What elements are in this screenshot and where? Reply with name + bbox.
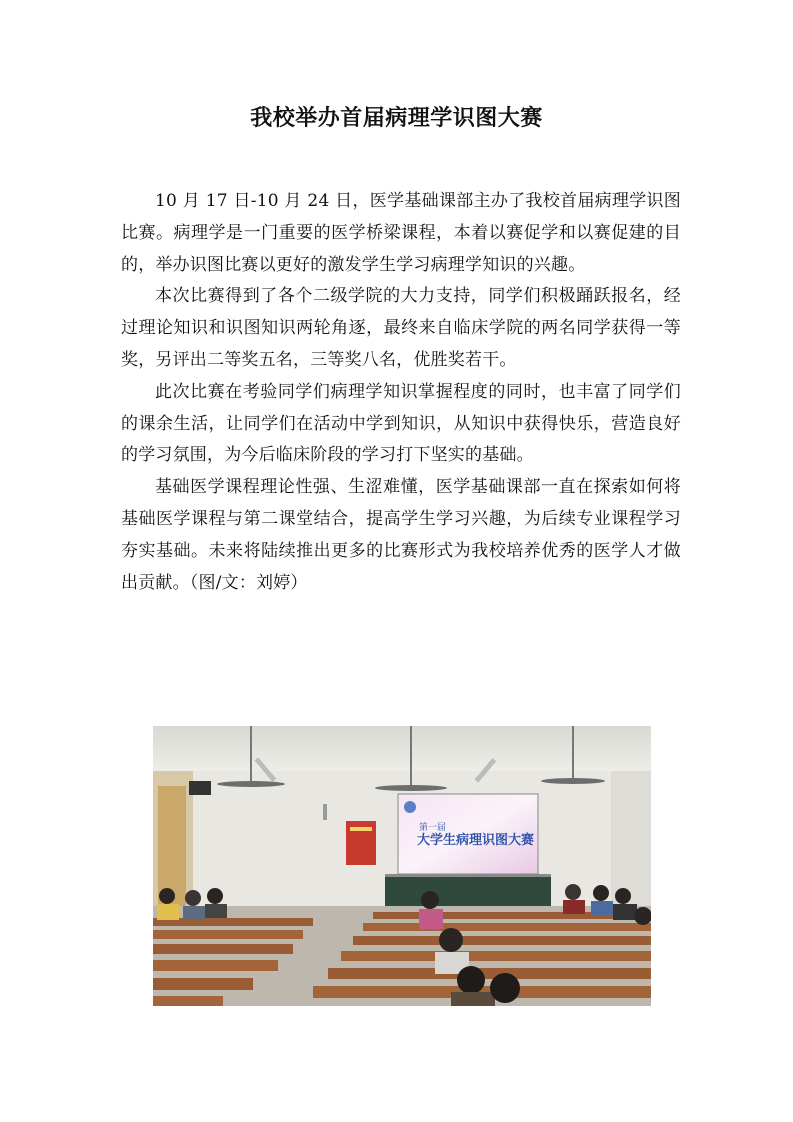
- article-body: [121, 186, 681, 599]
- paragraph-4: 基础医学课程理论性强、生涩难懂，医学基础课部一直在探索如何将基础医学课程与第二课堂结合，提高学生学习兴趣，为后续专业课程学习夯实基础。未来将陆续推出更多的比赛形式为我校培养优秀的医学人才做出贡献。（图/文：刘婷）: [121, 477, 681, 593]
- paragraph-2: 本次比赛得到了各个二级学院的大力支持，同学们积极踊跃报名，经过理论知识和识图知识两轮角逐，最终来自临床学院的两名同学获得一等奖，另评出二等奖五名，三等奖八名，优胜奖若干。: [121, 286, 681, 370]
- school-logo-icon: [404, 801, 416, 813]
- blackboard: [385, 876, 551, 911]
- classroom-scene: [153, 726, 651, 1006]
- door: [158, 786, 186, 906]
- classroom-photo: [153, 726, 651, 1006]
- screen-line-2: 大学生病理识图大赛: [417, 833, 535, 848]
- speaker: [189, 781, 211, 795]
- paragraph-3: 此次比赛在考验同学们病理学知识掌握程度的同时，也丰富了同学们的课余生活，让同学们在活动中学到知识，从知识中获得快乐，营造良好的学习氛围，为今后临床阶段的学习打下坚实的基础。: [121, 381, 681, 466]
- light-tube: [323, 804, 327, 820]
- article-title: 我校举办首届病理学识图大赛: [250, 105, 543, 131]
- ceiling: [153, 726, 651, 771]
- screen-line-1: 第一届: [419, 823, 447, 833]
- paragraph-1: 10 月 17 日-10 月 24 日，医学基础课部主办了我校首届病理学识图比赛。病理学是一门重要的医学桥梁课程，本着以赛促学和以赛促建的目的，举办识图比赛以更好的激发学生学习病理学知识的兴趣。: [121, 191, 681, 275]
